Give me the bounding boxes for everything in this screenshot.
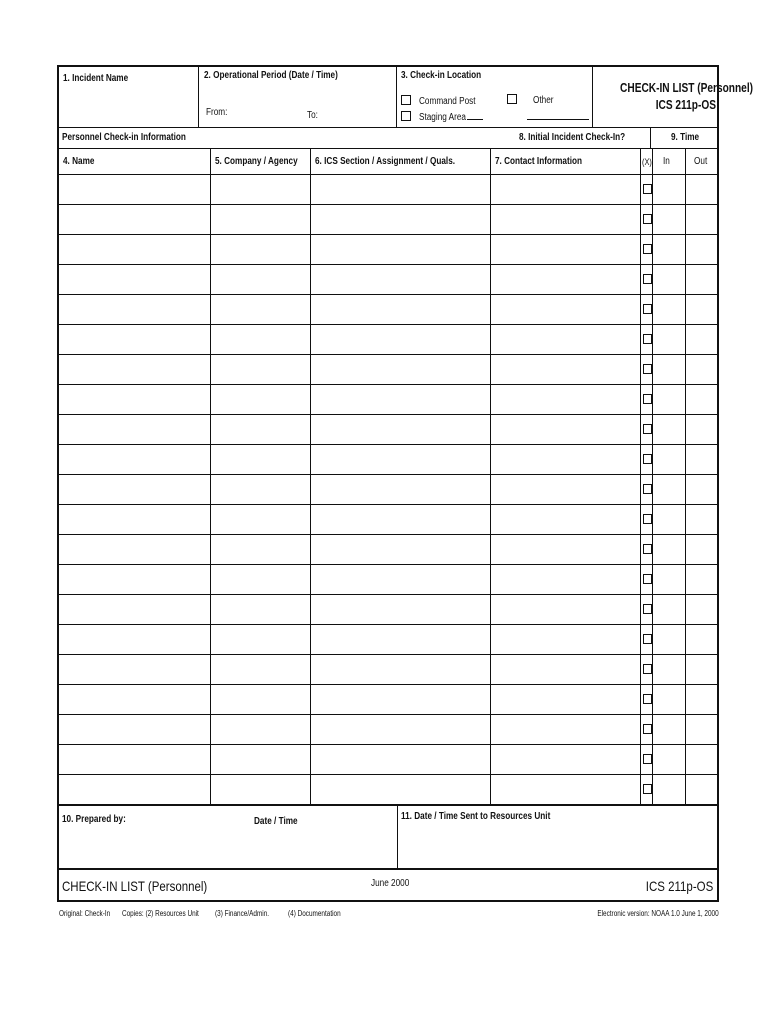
time-in-cell[interactable] — [652, 205, 685, 235]
company-cell[interactable] — [210, 775, 310, 806]
time-out-cell[interactable] — [685, 565, 717, 595]
date-time-label: Date / Time — [254, 816, 298, 827]
check-in-form — [57, 65, 754, 902]
ics-section-cell[interactable] — [310, 625, 490, 655]
time-in-cell[interactable] — [652, 625, 685, 655]
contact-cell[interactable] — [490, 685, 640, 715]
x-header: (X) — [640, 149, 652, 175]
initial-checkin-checkbox[interactable] — [643, 214, 652, 224]
time-in-cell[interactable] — [652, 565, 685, 595]
contact-cell[interactable] — [490, 175, 640, 205]
time-out-header: Out — [685, 149, 717, 175]
time-out-cell[interactable] — [685, 775, 717, 806]
initial-checkin-cell[interactable] — [640, 535, 652, 565]
name-cell[interactable] — [59, 625, 210, 655]
incident-name-field[interactable] — [59, 67, 199, 127]
other-blank[interactable] — [527, 119, 589, 120]
table-row — [59, 325, 717, 355]
other-label: Other — [533, 95, 554, 106]
name-cell[interactable] — [59, 775, 210, 806]
time-in-cell[interactable] — [652, 175, 685, 205]
initial-checkin-cell[interactable] — [640, 685, 652, 715]
company-cell[interactable] — [210, 325, 310, 355]
time-in-cell[interactable] — [652, 595, 685, 625]
table-row — [59, 775, 717, 806]
initial-checkin-checkbox[interactable] — [643, 334, 652, 344]
name-cell[interactable] — [59, 475, 210, 505]
name-cell[interactable] — [59, 535, 210, 565]
contact-cell[interactable] — [490, 355, 640, 385]
name-cell[interactable] — [59, 265, 210, 295]
ics-section-cell[interactable] — [310, 445, 490, 475]
time-in-cell[interactable] — [652, 475, 685, 505]
initial-checkin-checkbox[interactable] — [643, 484, 652, 494]
ics-section-cell[interactable] — [310, 685, 490, 715]
ics-section-cell[interactable] — [310, 175, 490, 205]
table-row — [59, 175, 717, 205]
name-cell[interactable] — [59, 595, 210, 625]
time-out-cell[interactable] — [685, 535, 717, 565]
ics-section-cell[interactable] — [310, 595, 490, 625]
ics-section-cell[interactable] — [310, 235, 490, 265]
table-row — [59, 745, 717, 775]
time-out-cell[interactable] — [685, 505, 717, 535]
company-cell[interactable] — [210, 445, 310, 475]
time-in-cell[interactable] — [652, 415, 685, 445]
footer-signature-area — [59, 806, 717, 870]
name-cell[interactable] — [59, 715, 210, 745]
time-out-cell[interactable] — [685, 325, 717, 355]
ics-section-cell[interactable] — [310, 505, 490, 535]
time-in-cell[interactable] — [652, 445, 685, 475]
initial-checkin-cell[interactable] — [640, 355, 652, 385]
ics-section-cell[interactable] — [310, 295, 490, 325]
contact-cell[interactable] — [490, 445, 640, 475]
company-cell[interactable] — [210, 175, 310, 205]
initial-checkin-cell[interactable] — [640, 595, 652, 625]
initial-checkin-cell[interactable] — [640, 385, 652, 415]
time-in-cell[interactable] — [652, 385, 685, 415]
ics-section-header: 6. ICS Section / Assignment / Quals. — [310, 149, 490, 175]
distribution-finance: (3) Finance/Admin. — [215, 909, 270, 918]
initial-checkin-cell[interactable] — [640, 325, 652, 355]
ics-section-cell[interactable] — [310, 715, 490, 745]
ics-section-cell[interactable] — [310, 475, 490, 505]
time-in-cell[interactable] — [652, 325, 685, 355]
time-in-cell[interactable] — [652, 685, 685, 715]
time-in-cell[interactable] — [652, 775, 685, 806]
distribution-copies: Copies: (2) Resources Unit — [122, 909, 199, 918]
from-label: From: — [206, 107, 228, 118]
ics-section-cell[interactable] — [310, 655, 490, 685]
company-cell[interactable] — [210, 685, 310, 715]
time-out-cell[interactable] — [685, 415, 717, 445]
time-in-cell[interactable] — [652, 505, 685, 535]
contact-cell[interactable] — [490, 715, 640, 745]
name-cell[interactable] — [59, 295, 210, 325]
contact-cell[interactable] — [490, 565, 640, 595]
to-label: To: — [307, 110, 318, 121]
table-row — [59, 265, 717, 295]
initial-checkin-checkbox[interactable] — [643, 664, 652, 674]
initial-checkin-checkbox[interactable] — [643, 604, 652, 614]
contact-header: 7. Contact Information — [490, 149, 640, 175]
initial-checkin-cell[interactable] — [640, 775, 652, 806]
bottom-form-code: ICS 211p-OS — [645, 878, 713, 894]
other-option[interactable] — [507, 90, 558, 108]
ics-section-cell[interactable] — [310, 265, 490, 295]
form-title-block — [593, 67, 754, 127]
time-in-cell[interactable] — [652, 535, 685, 565]
company-cell[interactable] — [210, 205, 310, 235]
column-header-row — [59, 149, 717, 175]
company-cell[interactable] — [210, 745, 310, 775]
name-cell[interactable] — [59, 355, 210, 385]
company-cell[interactable] — [210, 505, 310, 535]
time-out-cell[interactable] — [685, 715, 717, 745]
time-in-cell[interactable] — [652, 655, 685, 685]
table-row — [59, 235, 717, 265]
initial-checkin-cell[interactable] — [640, 475, 652, 505]
initial-checkin-cell[interactable] — [640, 745, 652, 775]
contact-cell[interactable] — [490, 775, 640, 806]
name-cell[interactable] — [59, 325, 210, 355]
company-cell[interactable] — [210, 535, 310, 565]
operational-period-field[interactable] — [199, 67, 397, 127]
ics-section-cell[interactable] — [310, 415, 490, 445]
distribution-original: Original: Check-In — [59, 909, 111, 918]
name-cell[interactable] — [59, 175, 210, 205]
time-in-cell[interactable] — [652, 295, 685, 325]
initial-checkin-cell[interactable] — [640, 175, 652, 205]
personnel-table — [59, 149, 717, 806]
command-post-label: Command Post — [419, 96, 476, 107]
time-out-cell[interactable] — [685, 655, 717, 685]
staging-area-label: Staging Area — [419, 112, 467, 123]
initial-checkin-checkbox[interactable] — [643, 514, 652, 524]
contact-cell[interactable] — [490, 655, 640, 685]
form-header — [59, 67, 754, 128]
company-cell[interactable] — [210, 415, 310, 445]
time-in-cell[interactable] — [652, 355, 685, 385]
name-cell[interactable] — [59, 415, 210, 445]
distribution-documentation: (4) Documentation — [288, 909, 341, 918]
initial-checkin-cell[interactable] — [640, 205, 652, 235]
contact-cell[interactable] — [490, 535, 640, 565]
company-cell[interactable] — [210, 385, 310, 415]
prepared-by-label: 10. Prepared by: — [62, 814, 126, 825]
table-row — [59, 685, 717, 715]
ics-section-cell[interactable] — [310, 205, 490, 235]
contact-cell[interactable] — [490, 325, 640, 355]
contact-cell[interactable] — [490, 625, 640, 655]
company-cell[interactable] — [210, 625, 310, 655]
staging-area-blank[interactable] — [467, 119, 483, 120]
initial-checkin-checkbox[interactable] — [643, 274, 652, 284]
ics-section-cell[interactable] — [310, 355, 490, 385]
initial-checkin-checkbox[interactable] — [643, 394, 652, 404]
name-cell[interactable] — [59, 685, 210, 715]
name-cell[interactable] — [59, 745, 210, 775]
initial-checkin-cell[interactable] — [640, 655, 652, 685]
initial-checkin-cell[interactable] — [640, 565, 652, 595]
company-cell[interactable] — [210, 235, 310, 265]
staging-area-checkbox[interactable] — [401, 111, 411, 121]
name-cell[interactable] — [59, 565, 210, 595]
initial-checkin-checkbox[interactable] — [643, 754, 652, 764]
contact-cell[interactable] — [490, 235, 640, 265]
name-cell[interactable] — [59, 205, 210, 235]
initial-checkin-cell[interactable] — [640, 295, 652, 325]
time-out-cell[interactable] — [685, 445, 717, 475]
contact-cell[interactable] — [490, 295, 640, 325]
name-cell[interactable] — [59, 385, 210, 415]
checkin-location-label: 3. Check-in Location — [401, 70, 482, 81]
company-cell[interactable] — [210, 655, 310, 685]
initial-checkin-checkbox[interactable] — [643, 694, 652, 704]
table-row — [59, 505, 717, 535]
initial-checkin-checkbox[interactable] — [643, 364, 652, 374]
contact-cell[interactable] — [490, 265, 640, 295]
initial-checkin-cell[interactable] — [640, 505, 652, 535]
form-title: CHECK-IN LIST (Personnel) — [620, 80, 754, 95]
contact-cell[interactable] — [490, 595, 640, 625]
personnel-info-bar — [59, 128, 717, 149]
initial-checkin-checkbox[interactable] — [643, 244, 652, 254]
sent-to-resources-label: 11. Date / Time Sent to Resources Unit — [401, 811, 551, 822]
ics-section-cell[interactable] — [310, 385, 490, 415]
initial-checkin-checkbox[interactable] — [643, 304, 652, 314]
ics-section-cell[interactable] — [310, 325, 490, 355]
contact-cell[interactable] — [490, 205, 640, 235]
time-out-cell[interactable] — [685, 235, 717, 265]
initial-checkin-cell[interactable] — [640, 625, 652, 655]
name-cell[interactable] — [59, 445, 210, 475]
table-row — [59, 385, 717, 415]
table-row — [59, 655, 717, 685]
company-cell[interactable] — [210, 715, 310, 745]
time-out-cell[interactable] — [685, 355, 717, 385]
name-cell[interactable] — [59, 655, 210, 685]
electronic-version: Electronic version: NOAA 1.0 June 1, 2000 — [597, 909, 719, 918]
contact-cell[interactable] — [490, 385, 640, 415]
ics-section-cell[interactable] — [310, 565, 490, 595]
initial-checkin-checkbox[interactable] — [643, 454, 652, 464]
table-row — [59, 715, 717, 745]
time-out-cell[interactable] — [685, 625, 717, 655]
table-row — [59, 625, 717, 655]
name-cell[interactable] — [59, 235, 210, 265]
contact-cell[interactable] — [490, 505, 640, 535]
form-code: ICS 211p-OS — [655, 97, 716, 112]
initial-checkin-label: 8. Initial Incident Check-In? — [519, 132, 626, 143]
ics-section-cell[interactable] — [310, 745, 490, 775]
table-row — [59, 595, 717, 625]
bottom-form-date: June 2000 — [371, 878, 410, 889]
contact-cell[interactable] — [490, 475, 640, 505]
table-row — [59, 415, 717, 445]
initial-checkin-checkbox[interactable] — [643, 184, 652, 194]
command-post-checkbox[interactable] — [401, 95, 411, 105]
initial-checkin-cell[interactable] — [640, 445, 652, 475]
time-out-cell[interactable] — [685, 685, 717, 715]
company-cell[interactable] — [210, 295, 310, 325]
checkin-location-field — [397, 67, 593, 127]
initial-checkin-cell[interactable] — [640, 265, 652, 295]
company-cell[interactable] — [210, 355, 310, 385]
time-out-cell[interactable] — [685, 745, 717, 775]
table-row — [59, 445, 717, 475]
time-label: 9. Time — [671, 132, 700, 143]
time-in-header: In — [652, 149, 685, 175]
other-checkbox[interactable] — [507, 94, 517, 104]
name-cell[interactable] — [59, 505, 210, 535]
company-cell[interactable] — [210, 595, 310, 625]
company-header: 5. Company / Agency — [210, 149, 310, 175]
initial-checkin-checkbox[interactable] — [643, 784, 652, 794]
bottom-title-row — [59, 870, 717, 900]
contact-cell[interactable] — [490, 745, 640, 775]
time-out-cell[interactable] — [685, 595, 717, 625]
table-row — [59, 295, 717, 325]
company-cell[interactable] — [210, 265, 310, 295]
time-out-cell[interactable] — [685, 265, 717, 295]
initial-checkin-checkbox[interactable] — [643, 544, 652, 554]
sent-to-resources-field[interactable] — [398, 806, 717, 868]
distribution-line — [59, 909, 721, 921]
operational-period-label: 2. Operational Period (Date / Time) — [204, 70, 338, 81]
table-row — [59, 535, 717, 565]
staging-area-option[interactable] — [401, 107, 477, 125]
initial-checkin-cell[interactable] — [640, 715, 652, 745]
table-row — [59, 205, 717, 235]
time-out-cell[interactable] — [685, 475, 717, 505]
name-header: 4. Name — [59, 149, 210, 175]
initial-checkin-checkbox[interactable] — [643, 574, 652, 584]
time-in-cell[interactable] — [652, 745, 685, 775]
ics-section-cell[interactable] — [310, 535, 490, 565]
initial-checkin-checkbox[interactable] — [643, 424, 652, 434]
time-out-cell[interactable] — [685, 385, 717, 415]
company-cell[interactable] — [210, 565, 310, 595]
initial-checkin-cell[interactable] — [640, 415, 652, 445]
time-out-cell[interactable] — [685, 205, 717, 235]
table-row — [59, 475, 717, 505]
incident-name-label: 1. Incident Name — [63, 73, 129, 84]
initial-checkin-checkbox[interactable] — [643, 634, 652, 644]
time-in-cell[interactable] — [652, 715, 685, 745]
initial-checkin-checkbox[interactable] — [643, 724, 652, 734]
prepared-by-field[interactable] — [59, 806, 398, 868]
ics-section-cell[interactable] — [310, 775, 490, 806]
personnel-info-label: Personnel Check-in Information — [62, 132, 186, 143]
table-row — [59, 565, 717, 595]
bottom-form-title: CHECK-IN LIST (Personnel) — [62, 878, 208, 894]
time-in-cell[interactable] — [652, 265, 685, 295]
initial-checkin-cell[interactable] — [640, 235, 652, 265]
contact-cell[interactable] — [490, 415, 640, 445]
table-row — [59, 355, 717, 385]
company-cell[interactable] — [210, 475, 310, 505]
time-out-cell[interactable] — [685, 175, 717, 205]
time-in-cell[interactable] — [652, 235, 685, 265]
time-out-cell[interactable] — [685, 295, 717, 325]
